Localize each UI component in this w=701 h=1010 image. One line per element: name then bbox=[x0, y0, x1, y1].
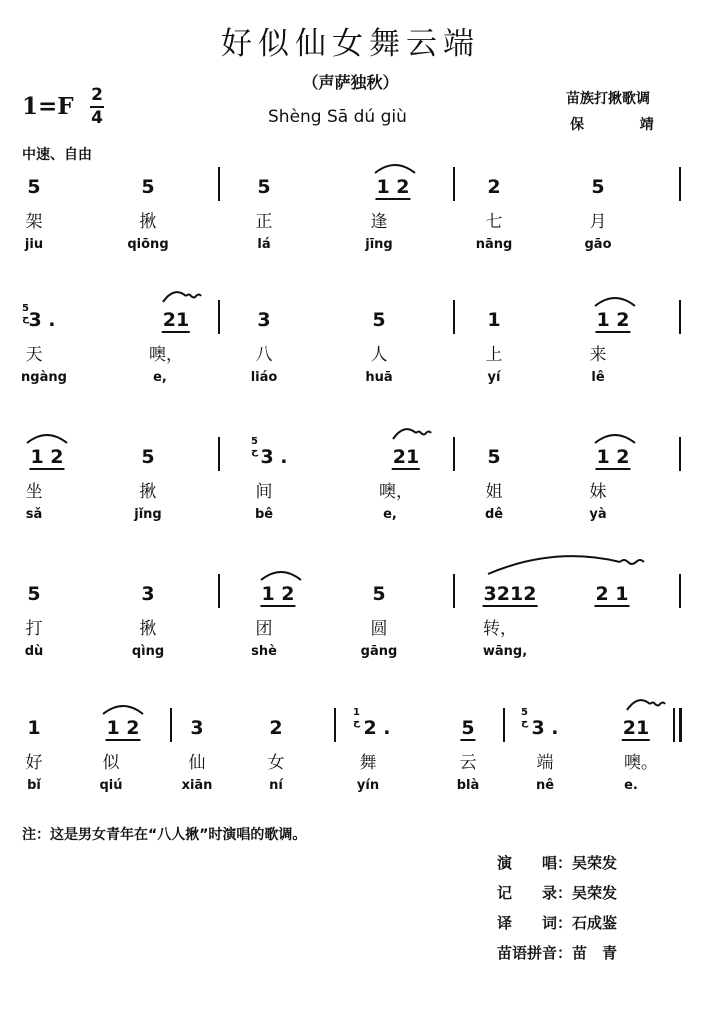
slur-arc bbox=[258, 568, 304, 582]
bar-line bbox=[334, 708, 336, 742]
pinyin-syllable: jīng bbox=[365, 237, 393, 252]
credit-label: 译 词： bbox=[497, 914, 573, 932]
note: 5 bbox=[27, 176, 41, 198]
lyric-word: 坐 bbox=[25, 482, 43, 502]
lyric-word: 舞 bbox=[359, 753, 377, 773]
lyric-word: 打 bbox=[25, 619, 43, 639]
bar-line bbox=[679, 437, 681, 471]
pinyin-syllable: nê bbox=[535, 778, 555, 793]
lyric-word: 揪 bbox=[139, 482, 157, 502]
pinyin-syllable: wāng, bbox=[482, 644, 528, 659]
pinyin-syllable: gāo bbox=[584, 237, 612, 252]
song-subtitle: （声萨独秋） bbox=[302, 73, 399, 92]
pinyin-syllable: sǎ bbox=[25, 507, 43, 522]
note: 1 2 bbox=[376, 176, 410, 198]
note: 2 bbox=[487, 176, 501, 198]
note: 1 2 bbox=[596, 309, 630, 331]
slur-arc bbox=[100, 702, 146, 716]
pinyin-syllable: xiān bbox=[181, 778, 213, 793]
pinyin-syllable: yín bbox=[356, 778, 380, 793]
note: 3 . bbox=[28, 309, 56, 331]
bar-line bbox=[503, 708, 505, 742]
score-system-2 bbox=[0, 288, 701, 398]
note: 5 bbox=[372, 309, 386, 331]
grace-note: 5 ح bbox=[22, 303, 30, 324]
grace-note: 5 ح bbox=[251, 436, 259, 457]
score-system-4 bbox=[0, 562, 701, 672]
pinyin-syllable: bê bbox=[254, 507, 274, 522]
long-slur bbox=[484, 552, 654, 578]
note: 5 bbox=[487, 446, 501, 468]
turn-slur bbox=[390, 425, 434, 441]
pinyin-syllable: jiu bbox=[24, 237, 44, 252]
pinyin-syllable: nāng bbox=[475, 237, 513, 252]
lyric-word: 逢 bbox=[370, 212, 388, 232]
lyric-word: 上 bbox=[485, 345, 503, 365]
bar-line bbox=[170, 708, 172, 742]
bar-line bbox=[218, 167, 220, 201]
lyric-word: 女 bbox=[267, 753, 285, 773]
lyric-word: 间 bbox=[255, 482, 273, 502]
lyric-word: 噢， bbox=[149, 345, 183, 365]
credit-value: 吴荣发 bbox=[572, 884, 618, 902]
lyric-word: 姐 bbox=[485, 482, 503, 502]
slur-arc bbox=[592, 294, 638, 308]
note: 5 bbox=[141, 176, 155, 198]
bar-line bbox=[218, 574, 220, 608]
lyric-word: 人 bbox=[370, 345, 388, 365]
lyric-word: 好 bbox=[25, 753, 43, 773]
note: 5 bbox=[257, 176, 271, 198]
score-system-5 bbox=[0, 696, 701, 806]
bar-line bbox=[679, 574, 681, 608]
lyric-word: 仙 bbox=[188, 753, 206, 773]
note: 5 bbox=[141, 446, 155, 468]
note: 3212 bbox=[483, 583, 537, 605]
grace-note: 5 ح bbox=[521, 707, 529, 728]
song-title: 好似仙女舞云端 bbox=[221, 26, 480, 62]
lyric-word: 架 bbox=[25, 212, 43, 232]
lyric-word: 似 bbox=[102, 753, 120, 773]
credit-value: 苗 青 bbox=[572, 944, 618, 962]
credit-label: 苗语拼音： bbox=[497, 944, 573, 962]
lyric-word: 揪 bbox=[139, 212, 157, 232]
note: 3 bbox=[141, 583, 155, 605]
slur-arc bbox=[24, 431, 70, 445]
bar-line bbox=[673, 708, 675, 742]
footnote: 注：这是男女青年在“八人揪”时演唱的歌调。 bbox=[22, 827, 307, 843]
slur-arc bbox=[592, 431, 638, 445]
turn-slur bbox=[624, 696, 668, 712]
bar-line bbox=[453, 167, 455, 201]
note: 1 2 bbox=[106, 717, 140, 739]
note: 21 bbox=[162, 309, 190, 331]
pinyin-syllable: gāng bbox=[360, 644, 398, 659]
note: 2 1 bbox=[595, 583, 629, 605]
pinyin-syllable: yà bbox=[589, 507, 607, 522]
credit-line bbox=[497, 852, 617, 873]
credit-line bbox=[497, 942, 617, 963]
pinyin-syllable: dê bbox=[484, 507, 504, 522]
pinyin-syllable: ngàng bbox=[21, 370, 67, 385]
bar-line bbox=[679, 167, 681, 201]
lyric-word: 噢。 bbox=[624, 753, 658, 773]
note: 2 . bbox=[363, 717, 391, 739]
lyric-word: 转， bbox=[483, 619, 517, 639]
lyric-word: 八 bbox=[255, 345, 273, 365]
lyric-word: 圆 bbox=[370, 619, 388, 639]
lyric-word: 噢， bbox=[379, 482, 413, 502]
lyric-word: 月 bbox=[589, 212, 607, 232]
credit-line bbox=[497, 882, 617, 903]
time-signature-top: 2 bbox=[91, 85, 103, 105]
lyric-word: 揪 bbox=[139, 619, 157, 639]
bar-line bbox=[218, 437, 220, 471]
genre-label: 苗族打揪歌调 bbox=[566, 91, 650, 107]
pinyin-syllable: e, bbox=[383, 507, 397, 522]
lyric-word: 团 bbox=[255, 619, 273, 639]
collector-label bbox=[570, 114, 654, 134]
pinyin-syllable: e. bbox=[624, 778, 638, 793]
note: 5 bbox=[591, 176, 605, 198]
pinyin-syllable: yí bbox=[487, 370, 501, 385]
note: 21 bbox=[622, 717, 650, 739]
pinyin-syllable: jǐng bbox=[134, 507, 162, 522]
note: 1 bbox=[487, 309, 501, 331]
note: 5 bbox=[372, 583, 386, 605]
lyric-word: 正 bbox=[255, 212, 273, 232]
collector-char: 靖 bbox=[639, 117, 654, 133]
turn-slur bbox=[160, 288, 204, 304]
credit-label: 演 唱： bbox=[497, 854, 573, 872]
time-signature-bottom: 4 bbox=[91, 108, 103, 128]
pinyin-syllable: qiú bbox=[99, 778, 123, 793]
note: 1 bbox=[27, 717, 41, 739]
pinyin-syllable: blà bbox=[456, 778, 480, 793]
note: 21 bbox=[392, 446, 420, 468]
slur-arc bbox=[372, 161, 418, 175]
note: 1 2 bbox=[261, 583, 295, 605]
bar-line bbox=[453, 574, 455, 608]
lyric-word: 云 bbox=[459, 753, 477, 773]
credit-line bbox=[497, 912, 617, 933]
grace-note: 1 ح bbox=[353, 707, 361, 728]
score-system-3 bbox=[0, 425, 701, 535]
pinyin-syllable: dù bbox=[24, 644, 44, 659]
note: 3 . bbox=[531, 717, 559, 739]
bar-line bbox=[453, 437, 455, 471]
key-signature: 1=F bbox=[22, 93, 74, 120]
pinyin-syllable: qìng bbox=[131, 644, 165, 659]
lyric-word: 来 bbox=[589, 345, 607, 365]
final-bar-line bbox=[679, 708, 682, 742]
lyric-word: 端 bbox=[536, 753, 554, 773]
bar-line bbox=[679, 300, 681, 334]
collector-char: 保 bbox=[570, 117, 584, 133]
pinyin-syllable: shè bbox=[251, 644, 277, 659]
pinyin-syllable: lá bbox=[257, 237, 271, 252]
credit-value: 石成鉴 bbox=[572, 914, 618, 932]
lyric-word: 天 bbox=[25, 345, 43, 365]
pinyin-syllable: ní bbox=[269, 778, 283, 793]
bar-line bbox=[453, 300, 455, 334]
pinyin-syllable: qiōng bbox=[127, 237, 169, 252]
note: 5 bbox=[461, 717, 475, 739]
pinyin-syllable: bǐ bbox=[27, 778, 41, 793]
credit-value: 吴荣发 bbox=[572, 854, 618, 872]
note: 3 bbox=[190, 717, 204, 739]
time-signature bbox=[90, 86, 104, 128]
pinyin-syllable: huā bbox=[365, 370, 393, 385]
note: 3 bbox=[257, 309, 271, 331]
lyric-word: 七 bbox=[485, 212, 503, 232]
score-system-1 bbox=[0, 155, 701, 265]
lyric-word: 妹 bbox=[589, 482, 607, 502]
note: 5 bbox=[27, 583, 41, 605]
tempo-marking: 中速、自由 bbox=[22, 147, 92, 163]
note: 1 2 bbox=[30, 446, 64, 468]
note: 1 2 bbox=[596, 446, 630, 468]
pinyin-syllable: e, bbox=[153, 370, 167, 385]
credit-label: 记 录： bbox=[497, 884, 573, 902]
bar-line bbox=[218, 300, 220, 334]
pinyin-title: Shèng Sā dú giù bbox=[268, 107, 407, 127]
pinyin-syllable: liáo bbox=[250, 370, 278, 385]
note: 2 bbox=[269, 717, 283, 739]
note: 3 . bbox=[260, 446, 288, 468]
pinyin-syllable: lê bbox=[591, 370, 605, 385]
